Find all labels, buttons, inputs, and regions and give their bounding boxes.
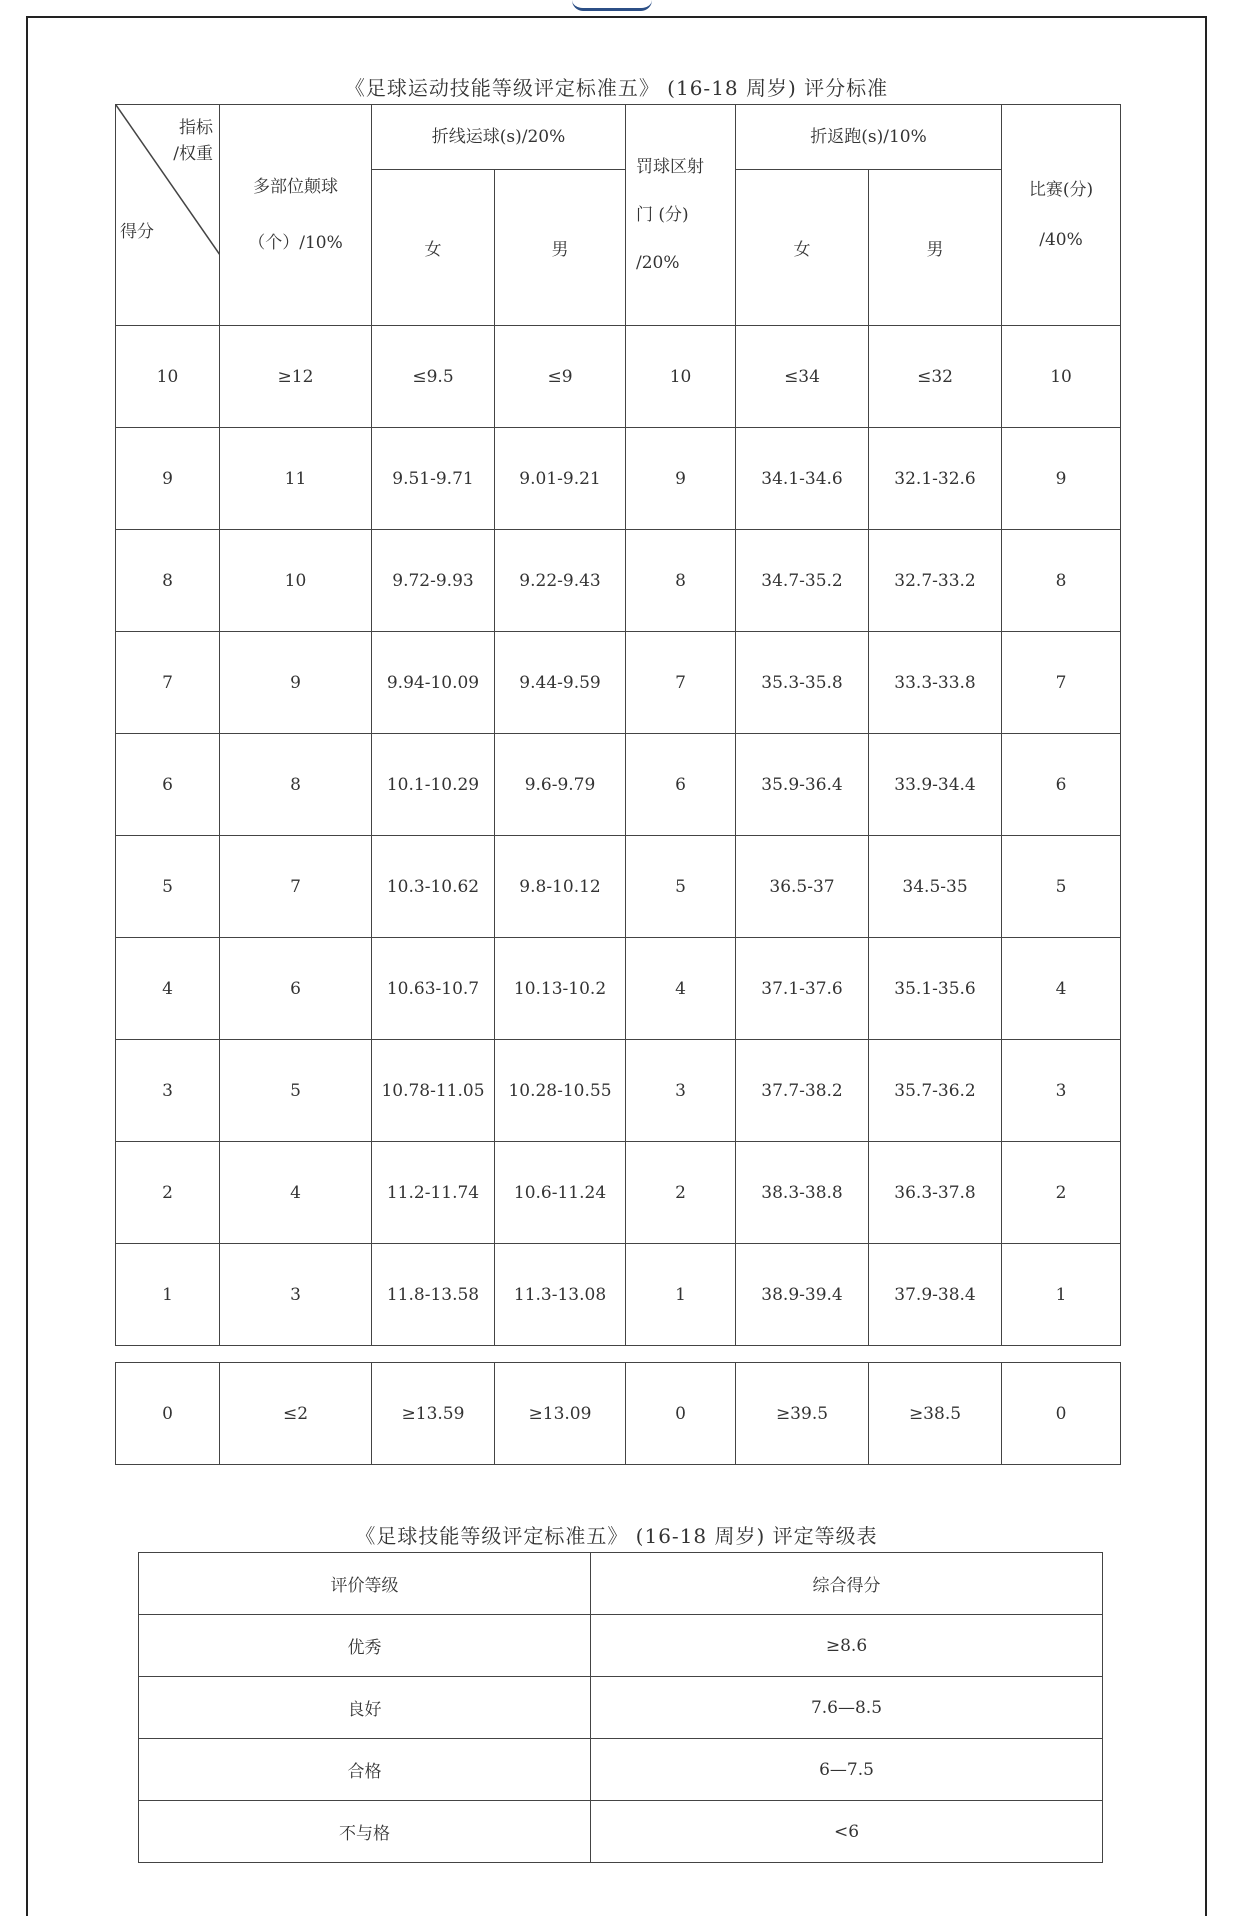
score-cell: ≤32 — [869, 326, 1002, 428]
score-row — [116, 1244, 1121, 1346]
score-cell: 34.1-34.6 — [736, 428, 869, 530]
zero-cell: ≥13.09 — [495, 1363, 626, 1465]
grade-row — [139, 1615, 1103, 1677]
score-cell: ≤9 — [495, 326, 626, 428]
score-cell: 2 — [626, 1142, 736, 1244]
score-cell: 36.3-37.8 — [869, 1142, 1002, 1244]
score-row — [116, 428, 1121, 530]
score-cell: 6 — [626, 734, 736, 836]
header-match-line1: 比赛(分) — [1028, 180, 1094, 200]
grade-header-score: 综合得分 — [591, 1553, 1103, 1615]
score-standard-table — [115, 104, 1121, 1346]
score-row — [116, 632, 1121, 734]
grade-level-cell: 合格 — [139, 1739, 591, 1801]
score-cell: 5 — [1002, 836, 1121, 938]
score-cell: 10.63-10.7 — [372, 938, 495, 1040]
score-cell: 11.3-13.08 — [495, 1244, 626, 1346]
grade-header-level: 评价等级 — [139, 1553, 591, 1615]
score-cell: 6 — [220, 938, 372, 1040]
zero-cell: ≥39.5 — [736, 1363, 869, 1465]
score-cell: 1 — [626, 1244, 736, 1346]
score-row — [116, 938, 1121, 1040]
score-cell: 37.9-38.4 — [869, 1244, 1002, 1346]
score-row — [116, 836, 1121, 938]
header-match — [1002, 105, 1121, 326]
score-cell: 10 — [626, 326, 736, 428]
zero-cell: ≥38.5 — [869, 1363, 1002, 1465]
zero-score-table — [115, 1362, 1121, 1465]
score-cell: 9 — [220, 632, 372, 734]
score-cell: 7 — [626, 632, 736, 734]
header-shooting-line2: 门 (分) — [636, 205, 689, 225]
score-cell: 8 — [220, 734, 372, 836]
header-shuttle-female: 女 — [736, 170, 869, 326]
score-cell: 9.22-9.43 — [495, 530, 626, 632]
score-cell: 5 — [116, 836, 220, 938]
grade-score-cell: 6—7.5 — [591, 1739, 1103, 1801]
score-cell: 6 — [116, 734, 220, 836]
grade-level-cell: 不与格 — [139, 1801, 591, 1863]
zero-cell: ≤2 — [220, 1363, 372, 1465]
score-cell: 9.6-9.79 — [495, 734, 626, 836]
zero-cell: 0 — [626, 1363, 736, 1465]
score-cell: 9 — [116, 428, 220, 530]
score-cell: 1 — [116, 1244, 220, 1346]
zero-cell: ≥13.59 — [372, 1363, 495, 1465]
score-cell: 4 — [116, 938, 220, 1040]
score-cell: 35.9-36.4 — [736, 734, 869, 836]
header-shuttle-male: 男 — [869, 170, 1002, 326]
score-cell: 4 — [220, 1142, 372, 1244]
score-cell: 7 — [220, 836, 372, 938]
grade-level-cell: 优秀 — [139, 1615, 591, 1677]
score-cell: 10 — [116, 326, 220, 428]
score-cell: 3 — [116, 1040, 220, 1142]
score-row — [116, 1040, 1121, 1142]
header-shuttle: 折返跑(s)/10% — [736, 105, 1002, 170]
header-zigzag-male: 男 — [495, 170, 626, 326]
diag-label-indicator: 指标 — [179, 118, 213, 138]
header-shooting — [626, 105, 736, 326]
score-cell: 35.1-35.6 — [869, 938, 1002, 1040]
score-cell: 9.72-9.93 — [372, 530, 495, 632]
zero-cell: 0 — [1002, 1363, 1121, 1465]
score-cell: 4 — [626, 938, 736, 1040]
diag-label-weight: /权重 — [173, 144, 213, 164]
score-cell: 3 — [626, 1040, 736, 1142]
header-zigzag: 折线运球(s)/20% — [372, 105, 626, 170]
score-cell: 7 — [116, 632, 220, 734]
grade-table — [138, 1552, 1103, 1863]
score-cell: 38.3-38.8 — [736, 1142, 869, 1244]
score-cell: 10.78-11.05 — [372, 1040, 495, 1142]
score-cell: ≥12 — [220, 326, 372, 428]
grade-table-title: 《足球技能等级评定标准五》 (16-18 周岁) 评定等级表 — [355, 1524, 878, 1548]
header-juggling-line2: （个）/10% — [248, 233, 343, 253]
score-cell: 10.3-10.62 — [372, 836, 495, 938]
score-cell: 4 — [1002, 938, 1121, 1040]
grade-score-cell: 7.6—8.5 — [591, 1677, 1103, 1739]
score-cell: 33.3-33.8 — [869, 632, 1002, 734]
score-cell: 11.8-13.58 — [372, 1244, 495, 1346]
score-cell: 8 — [1002, 530, 1121, 632]
score-cell: ≤34 — [736, 326, 869, 428]
score-cell: 9.94-10.09 — [372, 632, 495, 734]
score-cell: 38.9-39.4 — [736, 1244, 869, 1346]
header-shooting-line3: /20% — [636, 253, 680, 273]
score-cell: 1 — [1002, 1244, 1121, 1346]
score-cell: 10.13-10.2 — [495, 938, 626, 1040]
score-row — [116, 326, 1121, 428]
score-row — [116, 1142, 1121, 1244]
score-cell: 33.9-34.4 — [869, 734, 1002, 836]
score-cell: 10.1-10.29 — [372, 734, 495, 836]
score-cell: 10.28-10.55 — [495, 1040, 626, 1142]
grade-row — [139, 1677, 1103, 1739]
grade-row — [139, 1739, 1103, 1801]
score-cell: 5 — [220, 1040, 372, 1142]
score-cell: 34.7-35.2 — [736, 530, 869, 632]
score-cell: 6 — [1002, 734, 1121, 836]
score-cell: 3 — [1002, 1040, 1121, 1142]
zero-row — [116, 1363, 1121, 1465]
score-cell: 34.5-35 — [869, 836, 1002, 938]
score-cell: 36.5-37 — [736, 836, 869, 938]
score-table-title: 《足球运动技能等级评定标准五》 (16-18 周岁) 评分标准 — [344, 76, 889, 100]
score-cell: 2 — [1002, 1142, 1121, 1244]
header-juggling-line1: 多部位颠球 — [253, 177, 338, 197]
score-cell: 9.01-9.21 — [495, 428, 626, 530]
score-cell: 37.7-38.2 — [736, 1040, 869, 1142]
score-cell: 10 — [220, 530, 372, 632]
grade-score-cell: <6 — [591, 1801, 1103, 1863]
score-cell: ≤9.5 — [372, 326, 495, 428]
score-cell: 35.3-35.8 — [736, 632, 869, 734]
score-row — [116, 530, 1121, 632]
score-cell: 10.6-11.24 — [495, 1142, 626, 1244]
header-match-line2: /40% — [1039, 230, 1083, 250]
score-cell: 10 — [1002, 326, 1121, 428]
score-cell: 7 — [1002, 632, 1121, 734]
header-shooting-line1: 罚球区射 — [636, 157, 705, 177]
diagonal-header-cell — [116, 105, 220, 326]
score-cell: 35.7-36.2 — [869, 1040, 1002, 1142]
header-juggling — [220, 105, 372, 326]
score-cell: 32.1-32.6 — [869, 428, 1002, 530]
score-cell: 9 — [1002, 428, 1121, 530]
header-zigzag-female: 女 — [372, 170, 495, 326]
score-cell: 32.7-33.2 — [869, 530, 1002, 632]
score-cell: 3 — [220, 1244, 372, 1346]
score-cell: 9.51-9.71 — [372, 428, 495, 530]
score-cell: 11 — [220, 428, 372, 530]
zero-cell: 0 — [116, 1363, 220, 1465]
grade-level-cell: 良好 — [139, 1677, 591, 1739]
score-cell: 37.1-37.6 — [736, 938, 869, 1040]
grade-row — [139, 1801, 1103, 1863]
score-cell: 9.8-10.12 — [495, 836, 626, 938]
score-cell: 8 — [116, 530, 220, 632]
score-cell: 8 — [626, 530, 736, 632]
score-cell: 5 — [626, 836, 736, 938]
score-cell: 9.44-9.59 — [495, 632, 626, 734]
top-decoration — [572, 0, 652, 11]
score-row — [116, 734, 1121, 836]
score-cell: 11.2-11.74 — [372, 1142, 495, 1244]
diag-label-score: 得分 — [120, 222, 154, 242]
score-cell: 2 — [116, 1142, 220, 1244]
score-cell: 9 — [626, 428, 736, 530]
grade-score-cell: ≥8.6 — [591, 1615, 1103, 1677]
